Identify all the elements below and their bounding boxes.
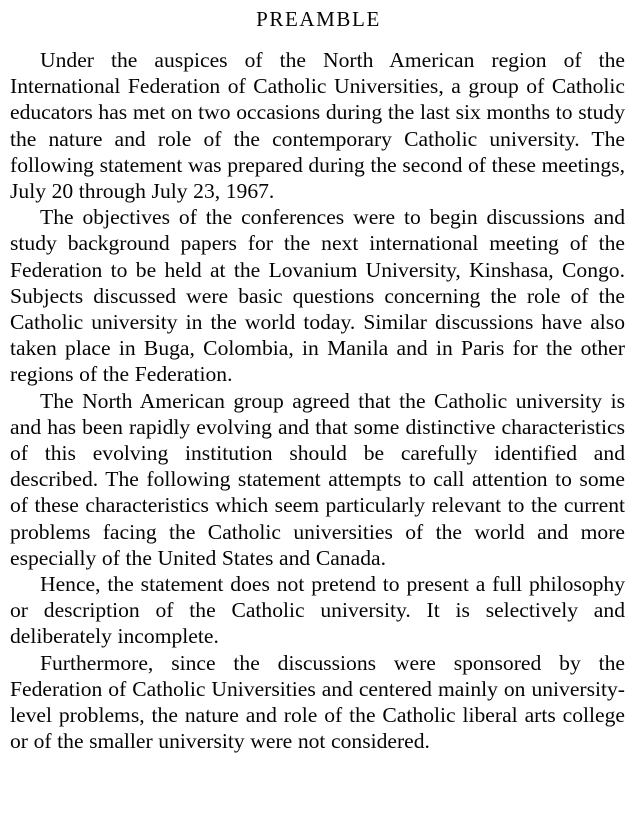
paragraph: The North American group agreed that the Catholic university is and has been rapidly evolving and that some distinctive characteristics of this evolving institution should be carefully identified and described. The following statement attempts to call attention to some of these characteristics which seem particularly relevant to the current problems facing the Catholic universities of the world and more especially of the United States and Canada. bbox=[10, 388, 625, 570]
paragraph: The objectives of the conferences were to begin discussions and study background papers for the next international meeting of the Federation to be held at the Lovanium University, Kinshasa, Congo. Subjects discussed were basic questions concerning the role of the Catholic university in the world today. Similar discussions have also taken place in Buga, Colombia, in Manila and in Paris for the other regions of the Federation. bbox=[10, 205, 625, 387]
page-title: PREAMBLE bbox=[256, 7, 381, 31]
paragraph: Under the auspices of the North American region of the International Federation of Catholic Universities, a group of Catholic educators has met on two occasions during the last six months to study the nature and role of the contemporary Catholic university. The following statement was prepared during the second of these meetings, July 20 through July 23, 1967. bbox=[10, 48, 625, 204]
paragraph: Hence, the statement does not pretend to present a full philosophy or description of the Catholic university. It is selectively and deliberately incomplete. bbox=[10, 572, 625, 649]
paragraph: Furthermore, since the discussions were sponsored by the Federation of Catholic Universities and centered mainly on university-level problems, the nature and role of the Catholic liberal arts college or of the smaller university were not considered. bbox=[10, 650, 625, 754]
document-body bbox=[0, 47, 637, 754]
